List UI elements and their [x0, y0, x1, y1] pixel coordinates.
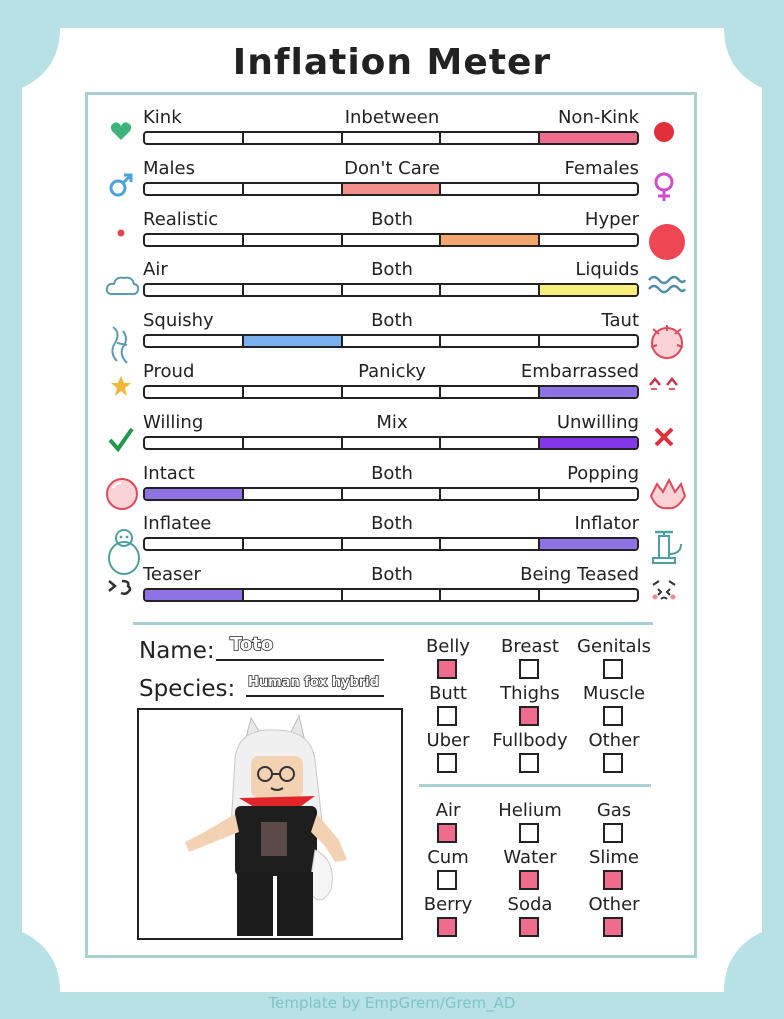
section-divider: [133, 622, 653, 625]
flustered-icon: [647, 577, 681, 608]
checkbox-checked[interactable]: [437, 823, 457, 843]
scale-right-label: Inflator: [574, 513, 639, 535]
scale-segment[interactable]: [540, 184, 637, 194]
scale-middle-label: Both: [371, 513, 413, 535]
page-title: Inflation Meter: [232, 42, 552, 83]
scale-left-label: Realistic: [143, 208, 219, 230]
checklist-label: Other: [588, 730, 640, 751]
scale-middle-label: Both: [371, 310, 413, 332]
scale-segment-selected[interactable]: [441, 235, 540, 245]
scale-middle-label: Both: [371, 208, 413, 230]
cross-icon: [647, 425, 681, 454]
scale-segment-selected[interactable]: [540, 387, 637, 397]
scale-segment[interactable]: [343, 387, 442, 397]
checklist-label: Other: [588, 894, 640, 915]
scale-right-label: Non-Kink: [557, 107, 639, 128]
scale-right-label: Hyper: [584, 208, 639, 230]
scale-segment[interactable]: [441, 133, 540, 143]
scale-segment[interactable]: [244, 590, 343, 600]
cloud-icon: [104, 272, 138, 303]
checkbox-checked[interactable]: [437, 917, 457, 937]
checkmark-icon: [104, 425, 138, 458]
checklist-label: Soda: [507, 894, 553, 915]
checkbox-checked[interactable]: [603, 870, 623, 890]
large-circle-icon: [647, 222, 681, 267]
name-label: Name:: [139, 638, 215, 664]
small-circle-icon: [104, 222, 138, 244]
scale-segment-selected[interactable]: [540, 539, 637, 549]
scale-left-label: Teaser: [143, 564, 201, 586]
checklist-label: Uber: [426, 730, 470, 751]
scale-segment[interactable]: [441, 387, 540, 397]
scale-right-label: Females: [564, 157, 639, 179]
scale-bar[interactable]: [143, 588, 639, 602]
checkbox-checked[interactable]: [603, 917, 623, 937]
scale-left-label: Proud: [143, 361, 195, 382]
scale-segment[interactable]: [145, 336, 244, 346]
scale-segment[interactable]: [145, 285, 244, 295]
scale-segment[interactable]: [244, 489, 343, 499]
species-label: Species:: [139, 676, 236, 702]
scale-left-label: Males: [143, 157, 196, 179]
scale-segment[interactable]: [343, 285, 442, 295]
scale-segment[interactable]: [540, 590, 637, 600]
scale-left-label: Inflatee: [143, 513, 212, 535]
scale-segment[interactable]: [540, 336, 637, 346]
checkbox-checked[interactable]: [519, 917, 539, 937]
scale-segment[interactable]: [343, 438, 442, 448]
smirk-icon: [104, 577, 138, 602]
scale-segment[interactable]: [145, 387, 244, 397]
scale-segment[interactable]: [145, 235, 244, 245]
scale-segment-selected[interactable]: [244, 336, 343, 346]
checklist-label: Gas: [596, 800, 632, 821]
scale-segment[interactable]: [441, 489, 540, 499]
scale-segment[interactable]: [343, 235, 442, 245]
checkbox-checked[interactable]: [519, 706, 539, 726]
scale-segment[interactable]: [244, 387, 343, 397]
balloon-icon: [104, 476, 138, 517]
red-dot-icon: [647, 120, 681, 149]
scale-segment[interactable]: [540, 489, 637, 499]
scale-segment[interactable]: [343, 336, 442, 346]
scale-middle-label: Both: [371, 259, 413, 281]
scale-bar[interactable]: [143, 487, 639, 501]
inflatee-icon: [104, 526, 138, 583]
scale-segment[interactable]: [145, 539, 244, 549]
scale-bar[interactable]: [143, 436, 639, 450]
scale-left-label: Willing: [143, 411, 204, 433]
scale-segment[interactable]: [145, 184, 244, 194]
checklist-label: Belly: [425, 636, 471, 657]
name-underline: [216, 659, 384, 661]
heart-icon: [104, 120, 138, 147]
scale-segment[interactable]: [441, 539, 540, 549]
checklist-label: Butt: [429, 683, 467, 704]
checklist-label: Berry: [423, 894, 473, 915]
scale-segment[interactable]: [343, 489, 442, 499]
scale-right-label: Liquids: [575, 259, 639, 281]
squish-icon: [104, 323, 138, 370]
scale-bar[interactable]: [143, 131, 639, 145]
scale-segment[interactable]: [343, 590, 442, 600]
checklist-label: Cum: [427, 847, 469, 868]
checklist-divider: [419, 784, 651, 787]
scale-left-label: Intact: [143, 462, 195, 484]
checkbox-checked[interactable]: [437, 659, 457, 679]
popped-balloon-icon: [647, 476, 681, 517]
scale-bar[interactable]: [143, 334, 639, 348]
checkbox[interactable]: [437, 706, 457, 726]
scale-segment-selected[interactable]: [540, 285, 637, 295]
scale-segment[interactable]: [244, 235, 343, 245]
scale-bar[interactable]: [143, 182, 639, 196]
scale-right-label: Popping: [567, 462, 639, 484]
scale-middle-label: Don't Care: [344, 157, 440, 179]
scale-segment[interactable]: [441, 590, 540, 600]
checkbox[interactable]: [603, 659, 623, 679]
scale-bar[interactable]: [143, 537, 639, 551]
checklist-label: Genitals: [577, 636, 651, 657]
scale-middle-label: Mix: [376, 411, 408, 433]
checklist-label: Water: [503, 847, 557, 868]
scale-segment-selected[interactable]: [540, 133, 637, 143]
scale-segment[interactable]: [244, 539, 343, 549]
scale-segment-selected[interactable]: [540, 438, 637, 448]
scale-middle-label: Both: [371, 564, 413, 586]
character-avatar-image: [139, 710, 401, 938]
scale-segment[interactable]: [441, 336, 540, 346]
blush-icon: [647, 374, 681, 396]
checklist-label: Thighs: [500, 683, 560, 704]
species-underline: [246, 695, 384, 697]
taut-burst-icon: [647, 323, 681, 368]
scale-middle-label: Panicky: [358, 361, 426, 382]
star-icon: [104, 374, 138, 403]
scale-right-label: Being Teased: [520, 564, 639, 586]
pump-icon: [647, 526, 681, 571]
scale-segment-selected[interactable]: [343, 184, 442, 194]
checkbox[interactable]: [603, 753, 623, 773]
checklist-label: Muscle: [582, 683, 646, 704]
scale-segment[interactable]: [244, 184, 343, 194]
checkbox-checked[interactable]: [519, 870, 539, 890]
checkbox[interactable]: [603, 823, 623, 843]
checkbox[interactable]: [437, 753, 457, 773]
checklist-label: Helium: [498, 800, 562, 821]
scale-segment[interactable]: [343, 539, 442, 549]
checkbox[interactable]: [519, 753, 539, 773]
checklist-label: Breast: [501, 636, 559, 657]
checklist-label: Fullbody: [492, 730, 568, 751]
scale-right-label: Taut: [601, 310, 639, 332]
waves-icon: [647, 272, 681, 299]
scale-segment[interactable]: [145, 133, 244, 143]
scale-left-label: Air: [143, 259, 168, 281]
scale-bar[interactable]: [143, 283, 639, 297]
scale-segment[interactable]: [244, 285, 343, 295]
scale-segment[interactable]: [441, 184, 540, 194]
character-photo: [137, 708, 403, 940]
checkbox[interactable]: [603, 706, 623, 726]
scale-left-label: Squishy: [143, 310, 214, 332]
male-symbol-icon: [104, 171, 138, 204]
scale-segment[interactable]: [244, 438, 343, 448]
scale-right-label: Embarrassed: [520, 361, 639, 382]
checkbox[interactable]: [519, 823, 539, 843]
scale-segment-selected[interactable]: [145, 489, 244, 499]
checklist-label: Slime: [588, 847, 640, 868]
template-credit: Template by EmpGrem/Grem_AD: [268, 994, 516, 1012]
checklist-label: Air: [435, 800, 461, 821]
scale-right-label: Unwilling: [556, 411, 639, 433]
scale-segment[interactable]: [343, 133, 442, 143]
scale-segment[interactable]: [244, 133, 343, 143]
scale-bar[interactable]: [143, 233, 639, 247]
checkbox[interactable]: [519, 659, 539, 679]
scale-bar[interactable]: [143, 385, 639, 399]
scale-segment[interactable]: [441, 438, 540, 448]
scale-left-label: Kink: [143, 107, 182, 128]
species-value: Human fox hybrid: [248, 675, 379, 690]
scale-middle-label: Inbetween: [344, 107, 440, 128]
female-symbol-icon: [647, 171, 681, 208]
scale-segment[interactable]: [441, 285, 540, 295]
scale-segment-selected[interactable]: [145, 590, 244, 600]
name-value: Toto: [230, 634, 274, 655]
scale-segment[interactable]: [145, 438, 244, 448]
scale-middle-label: Both: [371, 462, 413, 484]
scale-segment[interactable]: [540, 235, 637, 245]
checkbox[interactable]: [437, 870, 457, 890]
